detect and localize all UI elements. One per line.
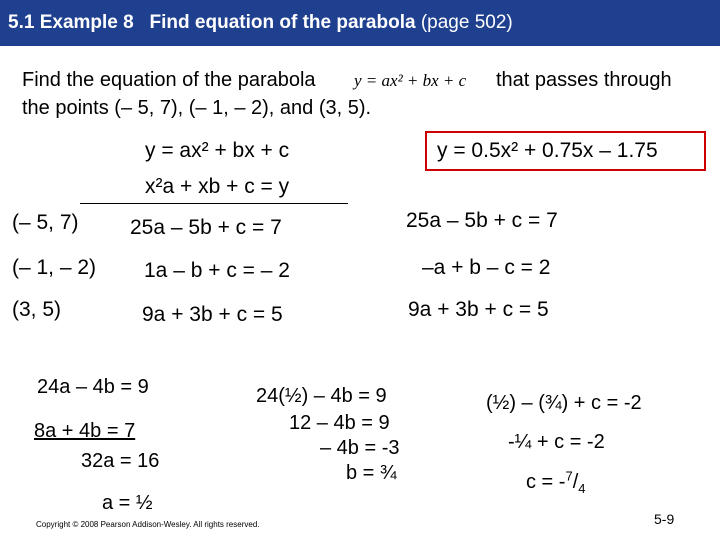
title-text: Find equation of the parabola <box>149 12 416 33</box>
col2-line2: 12 – 4b = 9 <box>289 412 390 434</box>
col1-line1: 24a – 4b = 9 <box>37 376 149 398</box>
general-form: y = ax² + bx + c <box>145 139 290 162</box>
col3-line1: (½) – (¾) + c = -2 <box>486 392 642 414</box>
simplified-1: 25a – 5b + c = 7 <box>406 209 558 232</box>
problem-formula: y = ax² + bx + c <box>354 71 467 90</box>
simplified-2: –a + b – c = 2 <box>422 256 551 279</box>
example-label: Example 8 <box>39 12 134 33</box>
point-2: (– 1, – 2) <box>12 256 97 279</box>
point-3: (3, 5) <box>12 298 62 321</box>
copyright-text: Copyright © 2008 Pearson Addison-Wesley. All rights reserved. <box>36 520 260 529</box>
col2-line3: – 4b = -3 <box>320 437 400 459</box>
section-number: 5.1 <box>8 12 35 33</box>
col1-line3: 32a = 16 <box>81 450 160 472</box>
problem-line1-start: Find the equation of the parabola <box>22 69 316 91</box>
page-reference: (page 502) <box>420 12 513 33</box>
col1-line4: a = ½ <box>102 492 153 514</box>
slide-title <box>8 12 513 34</box>
col3-slash: / <box>572 471 579 493</box>
col3-line2: -¼ + c = -2 <box>508 431 605 453</box>
col1-line2: 8a + 4b = 7 <box>34 420 136 442</box>
col3-prefix: c = - <box>526 471 566 493</box>
simplified-3: 9a + 3b + c = 5 <box>408 298 549 321</box>
slide-number: 5-9 <box>654 511 675 527</box>
equation-2: 1a – b + c = – 2 <box>144 259 290 282</box>
problem-line1-end: that passes through <box>496 69 672 91</box>
col3-line3 <box>526 468 586 496</box>
col2-line1: 24(½) – 4b = 9 <box>256 385 387 407</box>
divider-line <box>80 203 348 204</box>
problem-line2: the points (– 5, 7), (– 1, – 2), and (3, 5). <box>22 97 372 119</box>
point-1: (– 5, 7) <box>12 211 79 234</box>
col3-denominator: 4 <box>578 481 586 496</box>
col3-numerator: 7 <box>565 468 573 484</box>
equation-3: 9a + 3b + c = 5 <box>142 303 283 326</box>
substituted-form: x²a + xb + c = y <box>145 175 290 198</box>
equation-1: 25a – 5b + c = 7 <box>130 216 282 239</box>
col2-line4: b = ¾ <box>346 462 397 484</box>
answer-equation: y = 0.5x² + 0.75x – 1.75 <box>437 139 658 162</box>
